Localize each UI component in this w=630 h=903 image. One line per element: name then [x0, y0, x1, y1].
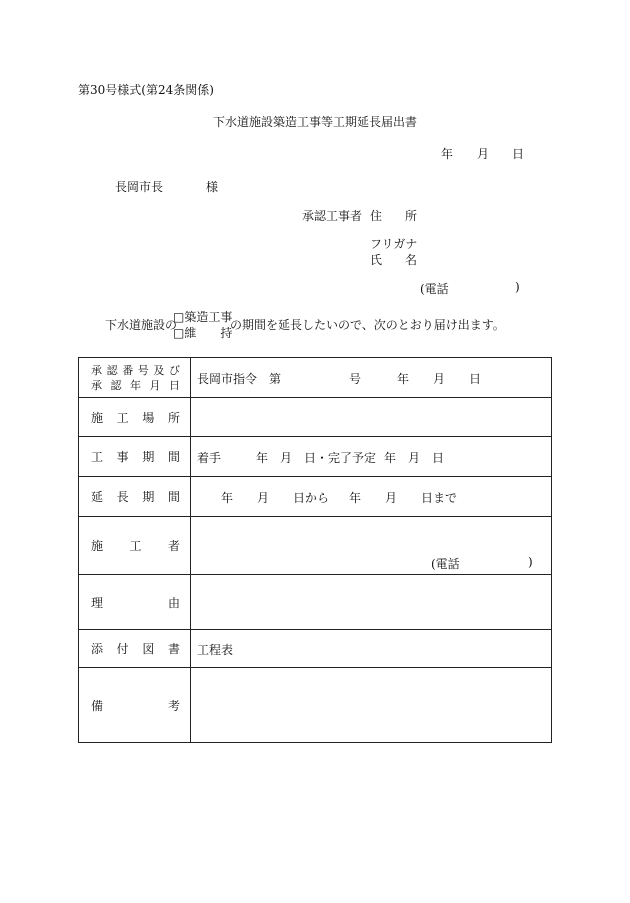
period-month2-label: 月 [408, 451, 421, 465]
applicant-phone-close: ) [515, 280, 520, 294]
application-table [78, 357, 552, 743]
extension-month1-label: 月 [257, 491, 270, 505]
extension-until-label: 日まで [421, 491, 458, 505]
reason-value-cell[interactable] [191, 575, 552, 630]
approval-number-label: 号 [349, 372, 362, 386]
contractor-phone-close: ) [528, 555, 533, 569]
period-row [79, 437, 552, 477]
remarks-value-cell[interactable] [191, 668, 552, 743]
furigana-label: フリガナ [370, 237, 418, 251]
period-year2-label: 年 [384, 451, 397, 465]
approval-day-label: 日 [469, 372, 482, 386]
period-value-cell[interactable] [191, 437, 552, 477]
extension-row [79, 477, 552, 517]
approval-label-cell [79, 358, 191, 398]
extension-year1-label: 年 [221, 491, 234, 505]
document-title: 下水道施設築造工事等工期延長届出書 [212, 115, 417, 129]
contractor-row [79, 517, 552, 575]
form-number: 第30号様式(第24条関係) [78, 83, 214, 97]
attachments-value: 工程表 [197, 643, 234, 657]
attachments-value-cell[interactable] [191, 630, 552, 668]
period-label-cell: 工 事 期 間 [79, 437, 191, 477]
extension-label-cell: 延 長 期 間 [79, 477, 191, 517]
contractor-phone-label: (電話 [431, 557, 460, 571]
site-row [79, 398, 552, 437]
address-label-second: 所 [405, 209, 418, 223]
contractor-label-cell: 施 工 者 [79, 517, 191, 575]
site-value-cell[interactable] [191, 398, 552, 437]
approval-prefix: 長岡市指令 第 [197, 372, 282, 386]
date-year-label: 年 [441, 147, 454, 161]
contractor-value-cell[interactable] [191, 517, 552, 575]
statement-prefix: 下水道施設の [105, 318, 178, 332]
approval-label-line-2: 承 認 年 月 日 [91, 378, 180, 392]
approval-year-label: 年 [397, 372, 410, 386]
reason-row [79, 575, 552, 630]
site-label-cell: 施 工 場 所 [79, 398, 191, 437]
approval-month-label: 月 [433, 372, 446, 386]
maintenance-checkbox[interactable]: □維 持 [173, 326, 233, 340]
remarks-label-cell: 備 考 [79, 668, 191, 743]
period-day2-label: 日 [432, 451, 445, 465]
applicant-phone-label: (電話 [420, 282, 449, 296]
statement-suffix: の期間を延長したいので、次のとおり届け出ます。 [230, 318, 505, 332]
period-month1-label: 月 [280, 451, 293, 465]
approval-value-cell[interactable] [191, 358, 552, 398]
remarks-row [79, 668, 552, 743]
approval-row [79, 358, 552, 398]
construction-checkbox[interactable]: □築造工事 [173, 310, 233, 324]
name-label-second: 名 [405, 253, 418, 267]
addressee-suffix: 様 [206, 180, 219, 194]
period-year1-label: 年 [256, 451, 269, 465]
extension-from-label: 日から [293, 491, 330, 505]
addressee-name: 長岡市長 [115, 180, 164, 194]
extension-year2-label: 年 [349, 491, 362, 505]
extension-value-cell[interactable] [191, 477, 552, 517]
attachments-row [79, 630, 552, 668]
approver-role-label: 承認工事者 [302, 209, 363, 223]
reason-label-cell: 理 由 [79, 575, 191, 630]
period-start-label: 着手 [197, 451, 222, 465]
attachments-label-cell: 添 付 図 書 [79, 630, 191, 668]
name-label-first: 氏 [370, 253, 383, 267]
approval-label-line-1: 承 認 番 号 及 び [91, 363, 180, 377]
extension-month2-label: 月 [385, 491, 398, 505]
date-day-label: 日 [512, 147, 525, 161]
address-label-first: 住 [370, 209, 383, 223]
date-month-label: 月 [477, 147, 490, 161]
period-day1-label: 日・完了予定 [304, 451, 377, 465]
